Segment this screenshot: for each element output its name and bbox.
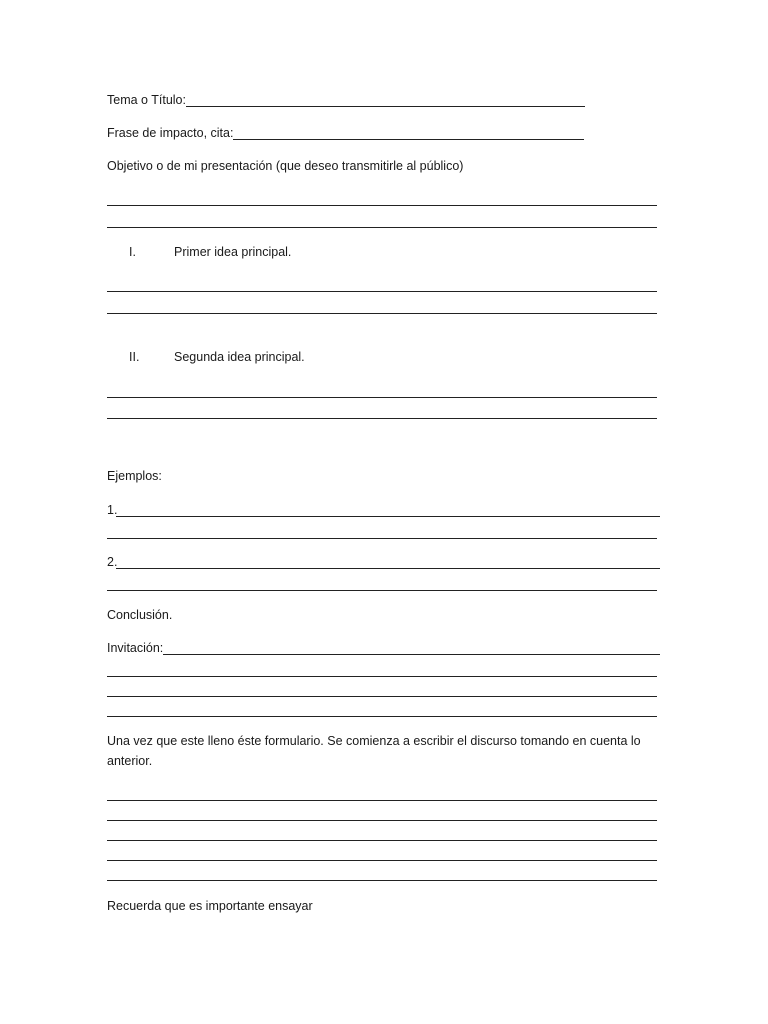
invitacion-line-1[interactable] (163, 654, 660, 655)
discurso-line-4[interactable] (107, 860, 657, 861)
ejemplo1-line-2[interactable] (107, 538, 657, 539)
conclusion-label: Conclusión. (107, 608, 173, 622)
ejemplo2-line-1[interactable] (116, 568, 660, 569)
invitacion-line-4[interactable] (107, 716, 657, 717)
idea2-number: II. (129, 350, 140, 364)
objetivo-label: Objetivo o de mi presentación (que deseo transmitirle al público) (107, 159, 464, 173)
invitacion-line-2[interactable] (107, 676, 657, 677)
recordatorio-text: Recuerda que es importante ensayar (107, 899, 313, 913)
objetivo-line-1[interactable] (107, 205, 657, 206)
ejemplos-label: Ejemplos: (107, 469, 162, 483)
idea2-label: Segunda idea principal. (174, 350, 305, 364)
tema-blank-line[interactable] (186, 106, 585, 107)
instruccion-text-line-1: Una vez que este lleno éste formulario. Se comienza a escribir el discurso tomando en cuenta lo (107, 734, 641, 748)
idea1-line-1[interactable] (107, 291, 657, 292)
invitacion-line-3[interactable] (107, 696, 657, 697)
objetivo-line-2[interactable] (107, 227, 657, 228)
ejemplo2-number: 2. (107, 555, 118, 569)
frase-label: Frase de impacto, cita: (107, 126, 234, 140)
instruccion-text-line-2: anterior. (107, 754, 153, 768)
ejemplo1-number: 1. (107, 503, 118, 517)
discurso-line-2[interactable] (107, 820, 657, 821)
idea2-line-1[interactable] (107, 397, 657, 398)
discurso-line-5[interactable] (107, 880, 657, 881)
tema-label: Tema o Título: (107, 93, 186, 107)
idea1-line-2[interactable] (107, 313, 657, 314)
discurso-line-3[interactable] (107, 840, 657, 841)
idea1-number: I. (129, 245, 136, 259)
discurso-line-1[interactable] (107, 800, 657, 801)
ejemplo2-line-2[interactable] (107, 590, 657, 591)
ejemplo1-line-1[interactable] (116, 516, 660, 517)
invitacion-label: Invitación: (107, 641, 164, 655)
frase-blank-line[interactable] (233, 139, 584, 140)
idea1-label: Primer idea principal. (174, 245, 292, 259)
idea2-line-2[interactable] (107, 418, 657, 419)
